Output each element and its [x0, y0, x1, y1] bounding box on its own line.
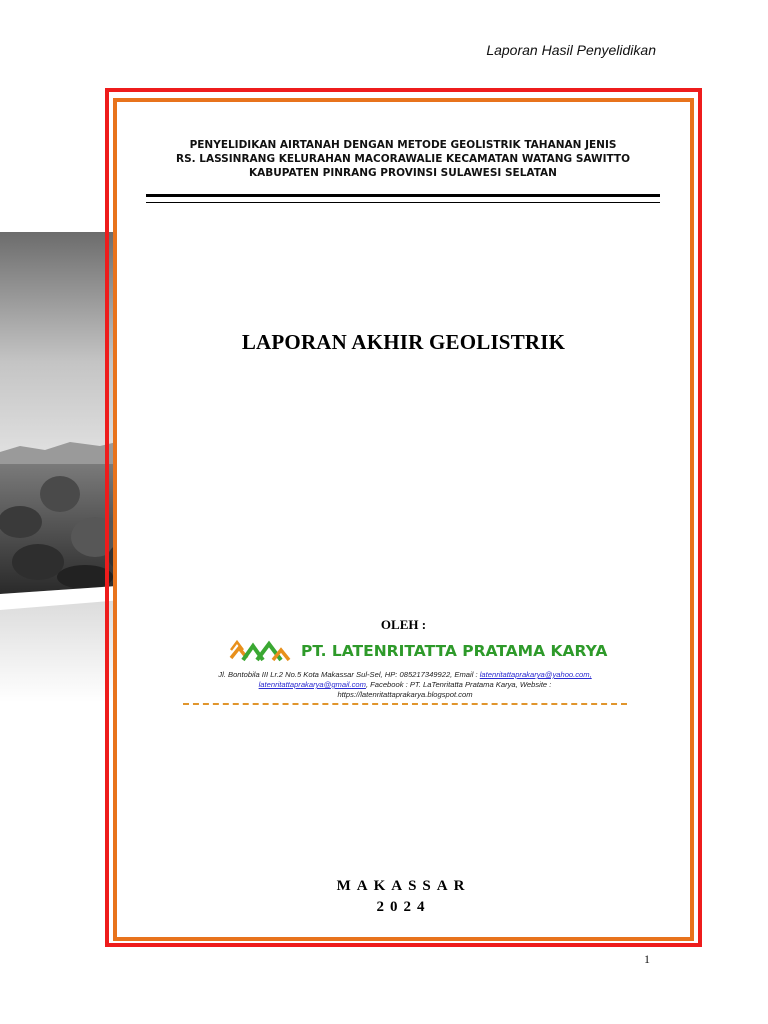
company-facebook: , Facebook : PT. LaTenritatta Pratama Karya, Website :	[365, 680, 552, 689]
company-email-gmail[interactable]: latenritattaprakarya@gmail.com	[258, 680, 366, 689]
city-name: MAKASSAR	[336, 878, 471, 894]
city-year-block	[113, 876, 694, 918]
cover-subtitle	[146, 138, 660, 180]
main-title: LAPORAN AKHIR GEOLISTRIK	[241, 330, 566, 354]
letterhead-dashed-line	[183, 703, 627, 705]
report-year: 2024	[376, 899, 431, 915]
company-logo-icon	[229, 638, 293, 664]
company-contact	[183, 670, 627, 700]
by-label: OLEH :	[380, 617, 427, 632]
company-address: Jl. Bontobila III Lr.2 No.5 Kota Makassar Sul-Sel, HP: 085217349922, Email :	[218, 670, 478, 679]
document-header-title: Laporan Hasil Penyelidikan	[486, 42, 656, 58]
title-rule-thick	[146, 194, 660, 197]
inner-orange-frame	[113, 98, 694, 941]
company-website[interactable]: https://latenritattaprakarya.blogspot.com	[337, 690, 473, 699]
subtitle-line: KABUPATEN PINRANG PROVINSI SULAWESI SELATAN	[249, 167, 557, 179]
page-number: 1	[644, 952, 650, 966]
title-rule-thin	[146, 202, 660, 203]
subtitle-line: PENYELIDIKAN AIRTANAH DENGAN METODE GEOLISTRIK TAHANAN JENIS	[189, 139, 617, 151]
company-email-yahoo[interactable]: latenritattaprakarya@yahoo.com,	[479, 670, 592, 679]
company-letterhead	[183, 634, 627, 708]
company-name: PT. LATENRITATTA PRATAMA KARYA	[301, 642, 608, 660]
subtitle-line: RS. LASSINRANG KELURAHAN MACORAWALIE KECAMATAN WATANG SAWITTO	[175, 153, 631, 165]
